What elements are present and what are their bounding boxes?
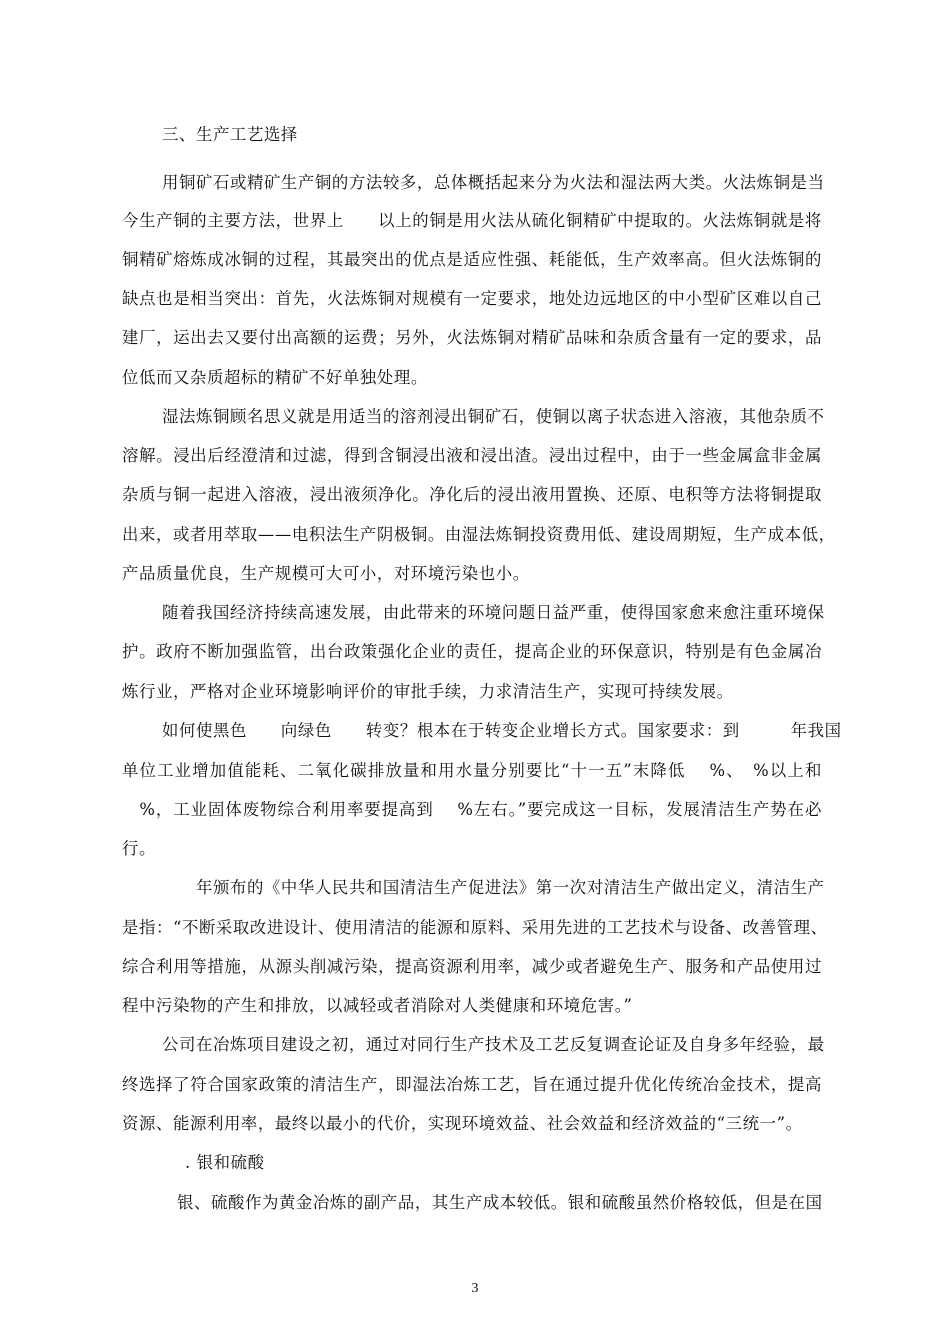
paragraph-line: 溶解。浸出后经澄清和过滤，得到含铜浸出液和浸出渣。浸出过程中，由于一些金属盒非金属 — [122, 446, 822, 465]
paragraph-line: 如何使黑色 向绿色 转变？根本在于转变企业增长方式。国家要求：到 年我国 — [162, 721, 842, 740]
paragraph-line: 是指：“不断采取改进设计、使用清洁的能源和原料、采用先进的工艺技术与设备、改善管理、 — [122, 918, 828, 937]
paragraph-line: 银、硫酸作为黄金冶炼的副产品，其生产成本较低。银和硫酸虽然价格较低，但是在国 — [177, 1193, 823, 1212]
paragraph-line: 公司在冶炼项目建设之初，通过对同行生产技术及工艺反复调查论证及自身多年经验，最 — [162, 1035, 825, 1054]
paragraph-line: 终选择了符合国家政策的清洁生产，即湿法冶炼工艺，旨在通过提升优化传统冶金技术，提高 — [122, 1075, 822, 1094]
paragraph-line: 湿法炼铜顾名思义就是用适当的溶剂浸出铜矿石，使铜以离子状态进入溶液，其他杂质不 — [162, 407, 825, 426]
paragraph-line: 杂质与铜一起进入溶液，浸出液须净化。净化后的浸出液用置换、还原、电积等方法将铜提取 — [122, 485, 822, 504]
paragraph-line: 资源、能源利用率，最终以最小的代价，实现环境效益、社会效益和经济效益的“三统一”。 — [122, 1114, 803, 1133]
paragraph-line: 综合利用等措施，从源头削减污染，提高资源利用率，减少或者避免生产、服务和产品使用过 — [122, 957, 822, 976]
paragraph-line: 产品质量优良，生产规模可大可小，对环境污染也小。 — [122, 564, 530, 583]
page-number: 3 — [471, 1281, 479, 1296]
paragraph-line: 护。政府不断加强监管，出台政策强化企业的责任，提高企业的环保意识，特别是有色金属冶 — [122, 642, 822, 661]
paragraph-line: 位低而又杂质超标的精矿不好单独处理。 — [122, 368, 428, 387]
paragraph-line: 建厂，运出去又要付出高额的运费；另外，火法炼铜对精矿品味和杂质含量有一定的要求，品 — [122, 328, 822, 347]
paragraph-line: 缺点也是相当突出：首先，火法炼铜对规模有一定要求，地处边远地区的中小型矿区难以自己 — [122, 289, 822, 308]
section-heading: 三、生产工艺选择 — [162, 125, 298, 144]
paragraph-line: %，工业固体废物综合利用率要提高到 %左右。”要完成这一目标，发展清洁生产势在必 — [122, 800, 822, 819]
subsection-heading: . 银和硫酸 — [185, 1153, 265, 1172]
paragraph-line: 随着我国经济持续高速发展，由此带来的环境问题日益严重，使得国家愈来愈注重环境保 — [162, 603, 825, 622]
paragraph-line: 铜精矿熔炼成冰铜的过程，其最突出的优点是适应性强、耗能低，生产效率高。但火法炼铜的 — [122, 250, 822, 269]
paragraph-line: 行。 — [122, 839, 156, 858]
paragraph-line: 用铜矿石或精矿生产铜的方法较多，总体概括起来分为火法和湿法两大类。火法炼铜是当 — [162, 173, 825, 192]
paragraph-line: 出来，或者用萃取——电积法生产阴极铜。由湿法炼铜投资费用低、建设周期短，生产成本低， — [122, 525, 836, 544]
paragraph-line: 年颁布的《中华人民共和国清洁生产促进法》第一次对清洁生产做出定义，清洁生产 — [162, 878, 825, 897]
paragraph-line: 程中污染物的产生和排放，以减轻或者消除对人类健康和环境危害。” — [122, 996, 633, 1015]
paragraph-line: 今生产铜的主要方法，世界上 以上的铜是用火法从硫化铜精矿中提取的。火法炼铜就是将 — [122, 211, 822, 230]
paragraph-line: 单位工业增加值能耗、二氧化碳排放量和用水量分别要比“十一五”末降低 %、 %以上和 — [122, 761, 822, 780]
paragraph-line: 炼行业，严格对企业环境影响评价的审批手续，力求清洁生产，实现可持续发展。 — [122, 682, 734, 701]
